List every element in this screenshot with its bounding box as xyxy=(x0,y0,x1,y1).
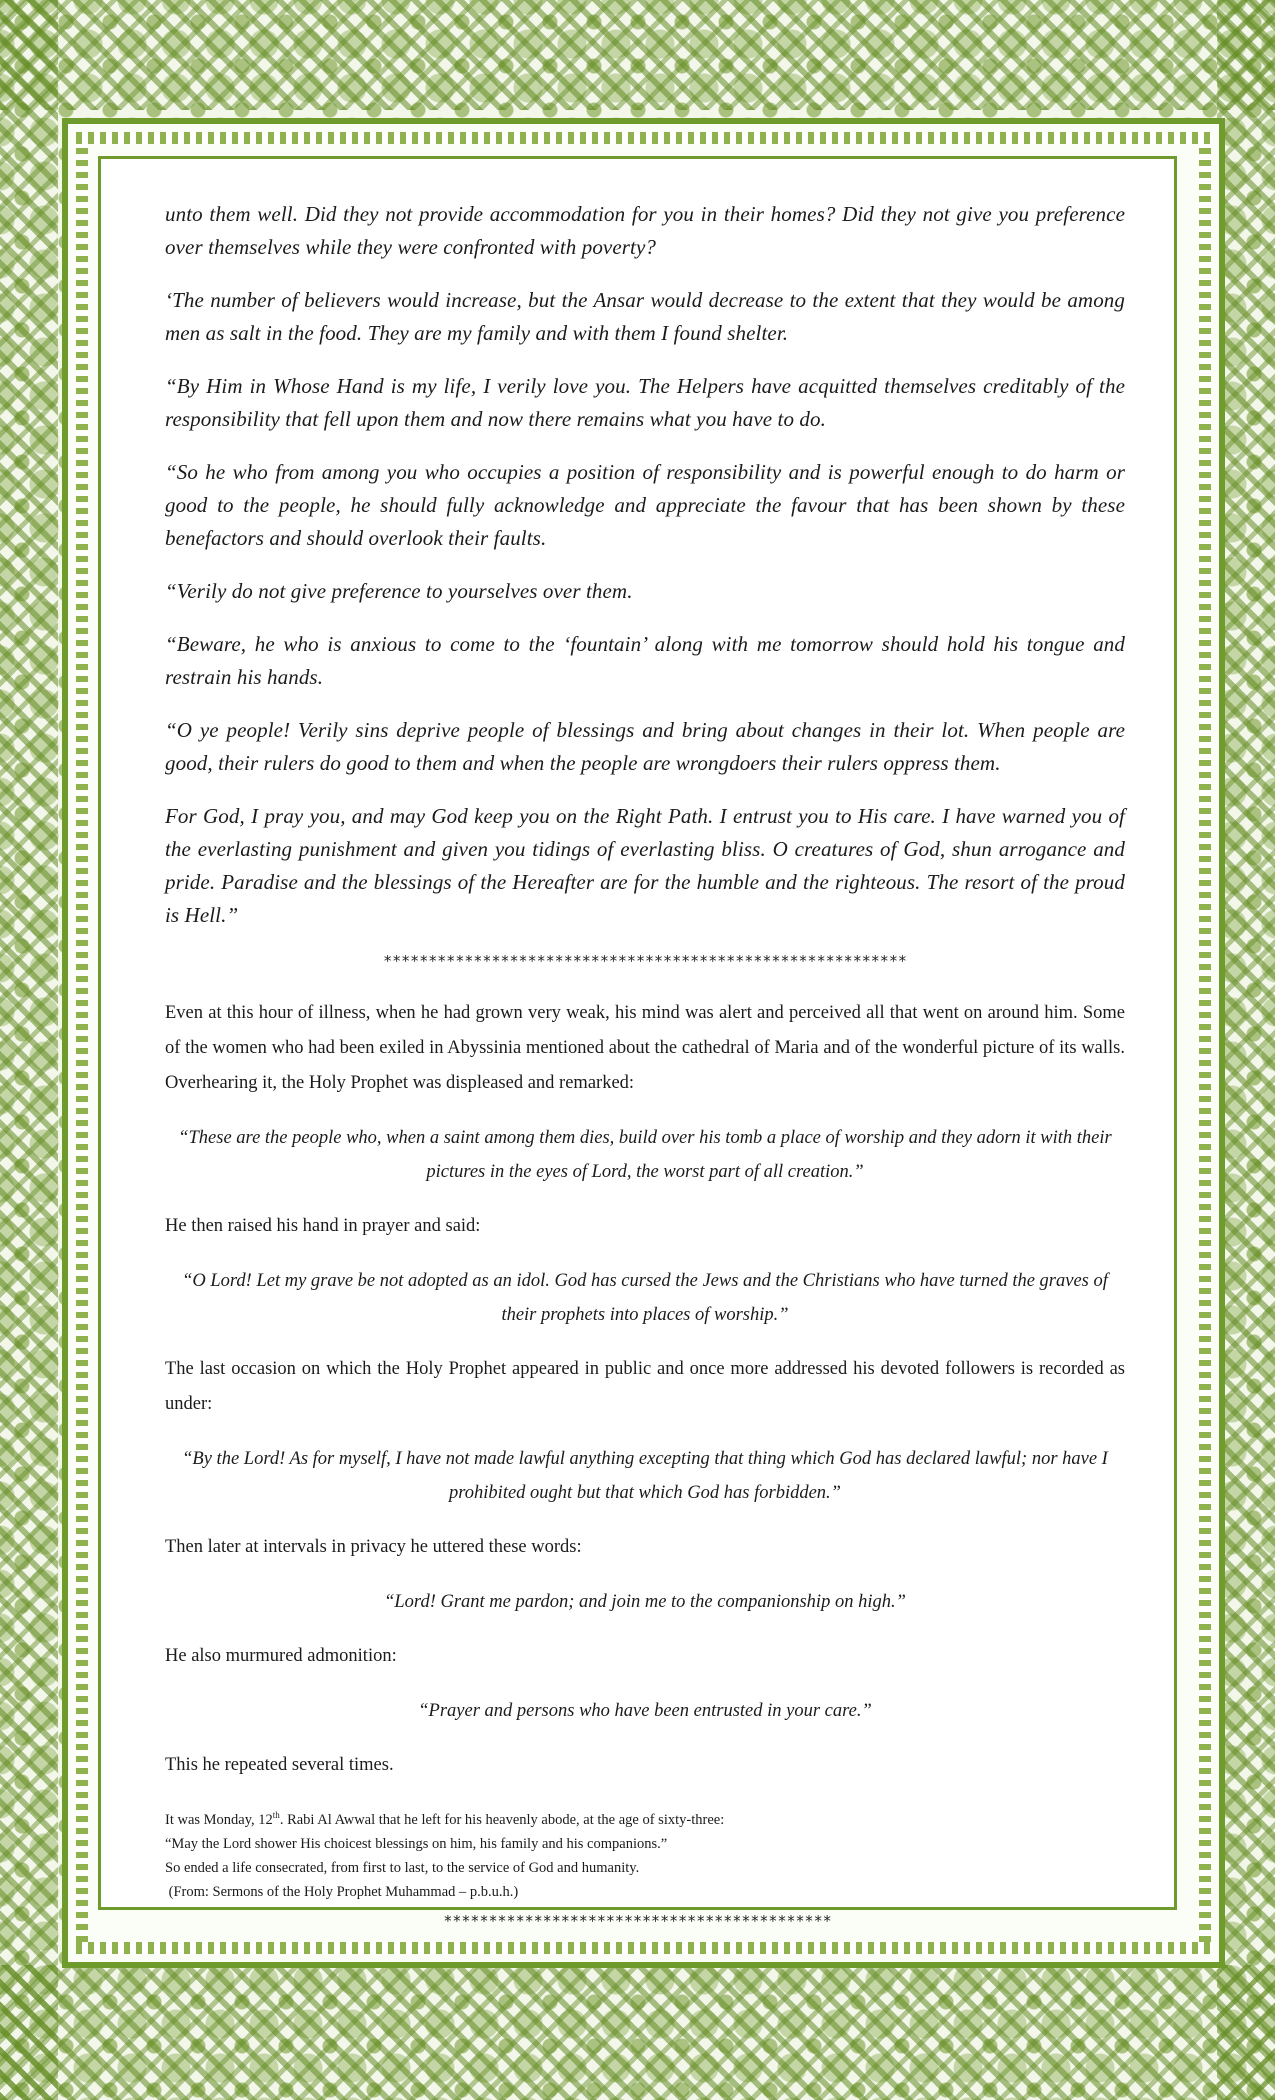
script-paragraph: “O ye people! Verily sins deprive people of blessings and bring about changes in their lot. When people are good, their rulers do good to them and when the people are wrongdoers their rulers oppress them. xyxy=(165,718,1125,775)
script-paragraph: “So he who from among you who occupies a position of responsibility and is powerful enough to do harm or good to the people, he should fully acknowledge and appreciate the favour that has been shown by these benefactors and should overlook their faults. xyxy=(165,460,1125,550)
prose-paragraph: This he repeated several times. xyxy=(165,1755,394,1775)
script-paragraph: “Verily do not give preference to yourselves over them. xyxy=(165,579,633,603)
script-paragraph: “Beware, he who is anxious to come to the ‘fountain’ along with me tomorrow should hold his tongue and restrain his hands. xyxy=(165,632,1125,689)
closing-date-text: It was Monday, 12 xyxy=(165,1811,273,1828)
closing-date-rest: . Rabi Al Awwal that he left for his heavenly abode, at the age of sixty-three: xyxy=(279,1811,725,1828)
prose-paragraph: He then raised his hand in prayer and said: xyxy=(165,1216,481,1236)
floral-band-bottom xyxy=(0,1965,1275,2100)
closing-line-date xyxy=(165,1803,1125,1832)
quote-paragraph: “Lord! Grant me pardon; and join me to the companionship on high.” xyxy=(384,1592,906,1612)
floral-band-right xyxy=(1217,0,1275,2100)
floral-band-top xyxy=(0,0,1275,110)
prose-paragraph: He also murmured admonition: xyxy=(165,1646,397,1666)
script-paragraph: For God, I pray you, and may God keep you on the Right Path. I entrust you to His care. I have warned you of the everlasting punishment and given you tidings of everlasting bliss. O creatures of God, shun arrogance and pride. Paradise and the blessings of the Hereafter are for the humble and the righteous. The resort of the proud is Hell.” xyxy=(165,804,1125,927)
script-paragraph: unto them well. Did they not provide accommodation for you in their homes? Did they not give you preference over themselves while they were confronted with poverty? xyxy=(165,202,1125,259)
closing-date-superscript: th xyxy=(272,1810,280,1820)
page-content xyxy=(165,198,1125,1904)
script-paragraph: “By Him in Whose Hand is my life, I verily love you. The Helpers have acquitted themselves creditably of the responsibility that fell upon them and now there remains what you have to do. xyxy=(165,374,1125,431)
closing-line-blessing: “May the Lord shower His choicest blessings on him, his family and his companions.” xyxy=(165,1835,668,1852)
prose-paragraph: Even at this hour of illness, when he had grown very weak, his mind was alert and perceived all that went on around him. Some of the women who had been exiled in Abyssinia mentioned about the cathedral of Maria and of the wonderful picture of its walls. Overhearing it, the Holy Prophet was displeased and remarked: xyxy=(165,1003,1125,1093)
floral-band-left xyxy=(0,0,58,2100)
quote-paragraph: “These are the people who, when a saint among them dies, build over his tomb a place of worship and they adorn it with their pictures in the eyes of Lord, the worst part of all creation.” xyxy=(178,1128,1112,1182)
prose-paragraph: The last occasion on which the Holy Prophet appeared in public and once more addressed his devoted followers is recorded as under: xyxy=(165,1359,1125,1414)
quote-paragraph: “By the Lord! As for myself, I have not made lawful anything excepting that thing which God has declared lawful; nor have I prohibited ought but that which God has forbidden.” xyxy=(182,1449,1108,1503)
prose-paragraph: Then later at intervals in privacy he uttered these words: xyxy=(165,1537,582,1557)
quote-paragraph: “O Lord! Let my grave be not adopted as an idol. God has cursed the Jews and the Christians who have turned the graves of their prophets into places of worship.” xyxy=(182,1271,1108,1325)
script-paragraph: ‘The number of believers would increase, but the Ansar would decrease to the extent that they would be among men as salt in the food. They are my family and with them I found shelter. xyxy=(165,288,1125,345)
quote-paragraph: “Prayer and persons who have been entrusted in your care.” xyxy=(418,1701,872,1721)
closing-line-life: So ended a life consecrated, from first to last, to the service of God and humanity. xyxy=(165,1859,640,1876)
asterisk-divider-bottom: ******************************************* xyxy=(443,1912,832,1930)
closing-block xyxy=(165,1803,1125,1904)
closing-line-source: (From: Sermons of the Holy Prophet Muhammad – p.b.u.h.) xyxy=(165,1883,519,1900)
asterisk-divider: ********************************************************** xyxy=(383,952,907,970)
